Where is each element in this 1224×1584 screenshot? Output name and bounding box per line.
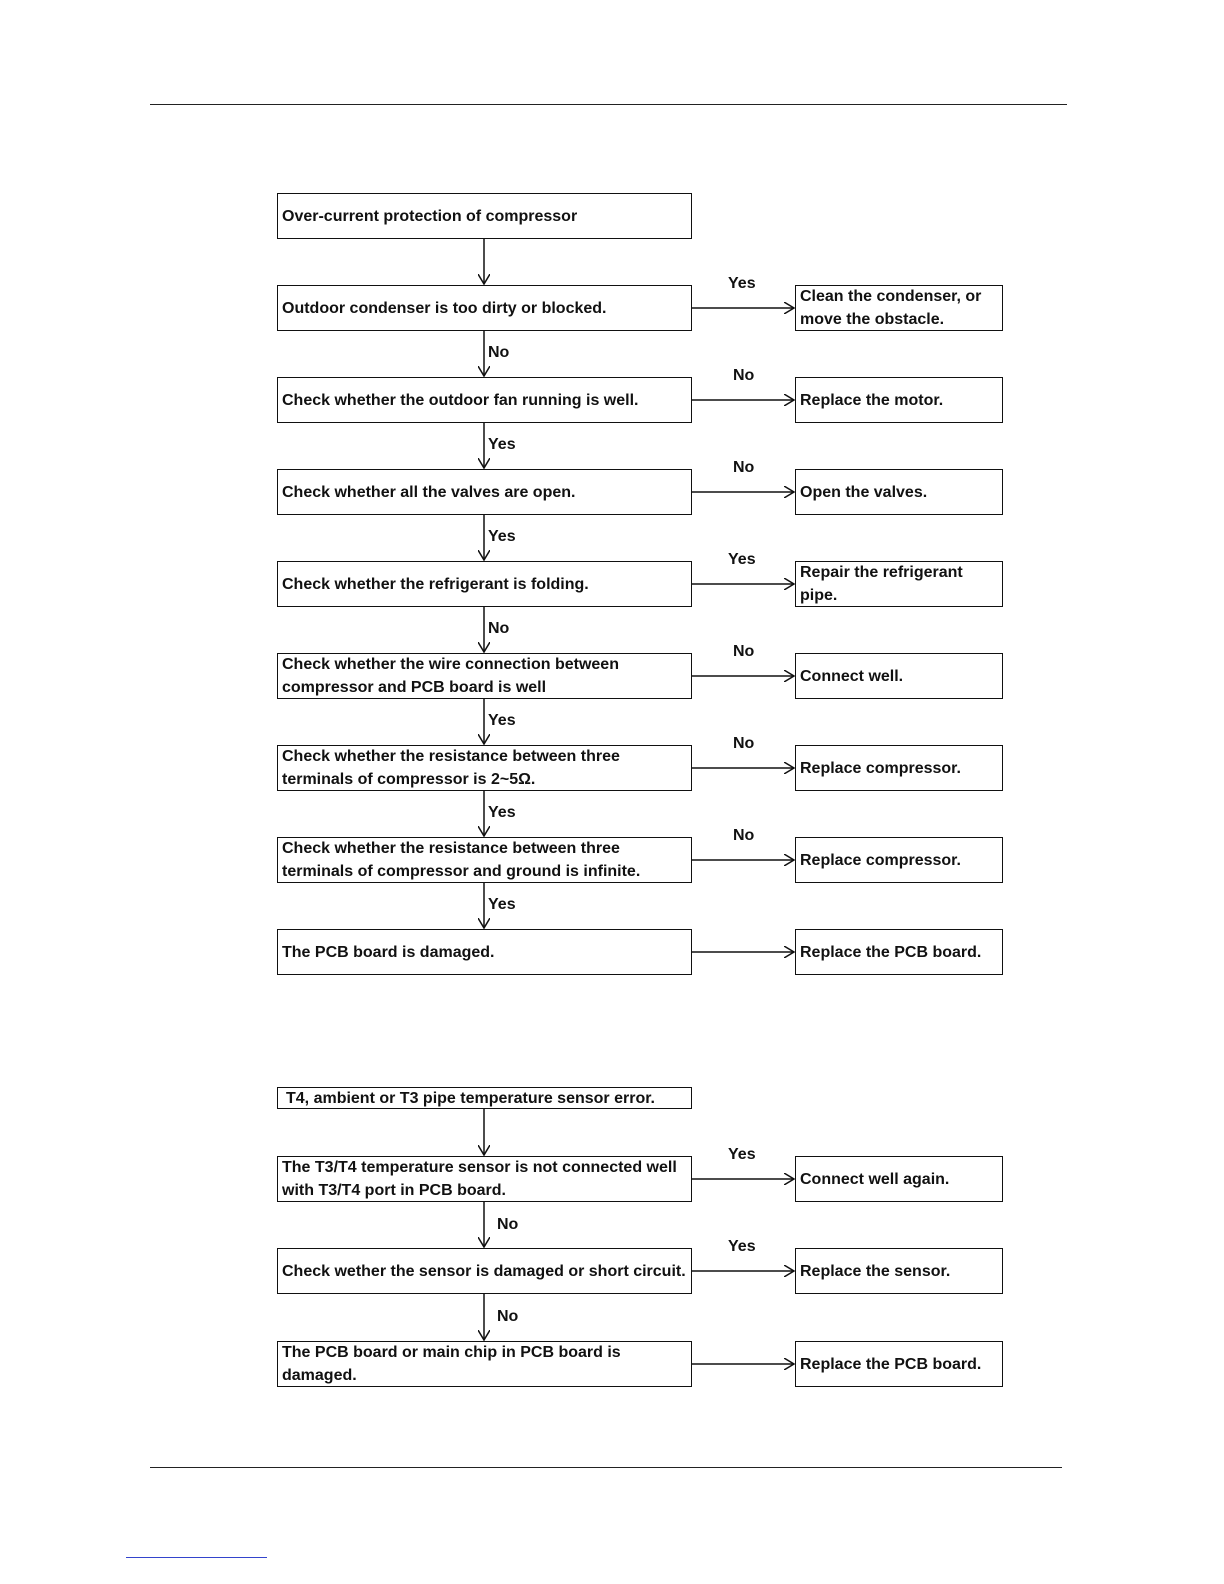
flow1-branch-label-5: No (733, 643, 755, 660)
flow2-down-label-1: No (497, 1216, 519, 1233)
flow1-check-4: Check whether the refrigerant is folding. (277, 561, 692, 607)
flow1-check-5: Check whether the wire connection between compressor and PCB board is well (277, 653, 692, 699)
flow1-action-8: Replace the PCB board. (795, 929, 1003, 975)
flow1-branch-label-4: Yes (728, 551, 756, 568)
flow2-start-box: T4, ambient or T3 pipe temperature sensor error. (277, 1087, 692, 1109)
flow2-branch-label-1: Yes (728, 1146, 756, 1163)
flow2-check-1: The T3/T4 temperature sensor is not connected well with T3/T4 port in PCB board. (277, 1156, 692, 1202)
flow1-down-label-6: Yes (488, 804, 516, 821)
flow1-branch-label-3: No (733, 459, 755, 476)
flow1-check-1: Outdoor condenser is too dirty or blocked. (277, 285, 692, 331)
flow2-down-label-2: No (497, 1308, 519, 1325)
flow2-action-2: Replace the sensor. (795, 1248, 1003, 1294)
flow1-down-label-5: Yes (488, 712, 516, 729)
flow1-action-5: Connect well. (795, 653, 1003, 699)
footer-link-underline (126, 1557, 267, 1558)
flow1-check-3: Check whether all the valves are open. (277, 469, 692, 515)
flow1-action-1: Clean the condenser, or move the obstacle. (795, 285, 1003, 331)
flow1-down-label-2: Yes (488, 436, 516, 453)
flow1-branch-label-7: No (733, 827, 755, 844)
flow1-down-label-1: No (488, 344, 510, 361)
flow1-start-box: Over-current protection of compressor (277, 193, 692, 239)
flow2-branch-label-2: Yes (728, 1238, 756, 1255)
flow1-check-6: Check whether the resistance between three terminals of compressor is 2~5Ω. (277, 745, 692, 791)
flow2-action-1: Connect well again. (795, 1156, 1003, 1202)
flow1-action-7: Replace compressor. (795, 837, 1003, 883)
flow1-action-4: Repair the refrigerant pipe. (795, 561, 1003, 607)
flow1-action-6: Replace compressor. (795, 745, 1003, 791)
flow1-action-2: Replace the motor. (795, 377, 1003, 423)
flow1-branch-label-2: No (733, 367, 755, 384)
flow1-branch-label-6: No (733, 735, 755, 752)
flow2-check-2: Check wether the sensor is damaged or short circuit. (277, 1248, 692, 1294)
footer-rule (150, 1467, 1062, 1468)
flow2-action-3: Replace the PCB board. (795, 1341, 1003, 1387)
flow1-check-2: Check whether the outdoor fan running is well. (277, 377, 692, 423)
flow1-down-label-7: Yes (488, 896, 516, 913)
flow1-down-label-3: Yes (488, 528, 516, 545)
flow1-check-8: The PCB board is damaged. (277, 929, 692, 975)
flow1-down-label-4: No (488, 620, 510, 637)
flow1-check-7: Check whether the resistance between three terminals of compressor and ground is infinite. (277, 837, 692, 883)
flow1-branch-label-1: Yes (728, 275, 756, 292)
flow1-action-3: Open the valves. (795, 469, 1003, 515)
flow2-check-3: The PCB board or main chip in PCB board is damaged. (277, 1341, 692, 1387)
